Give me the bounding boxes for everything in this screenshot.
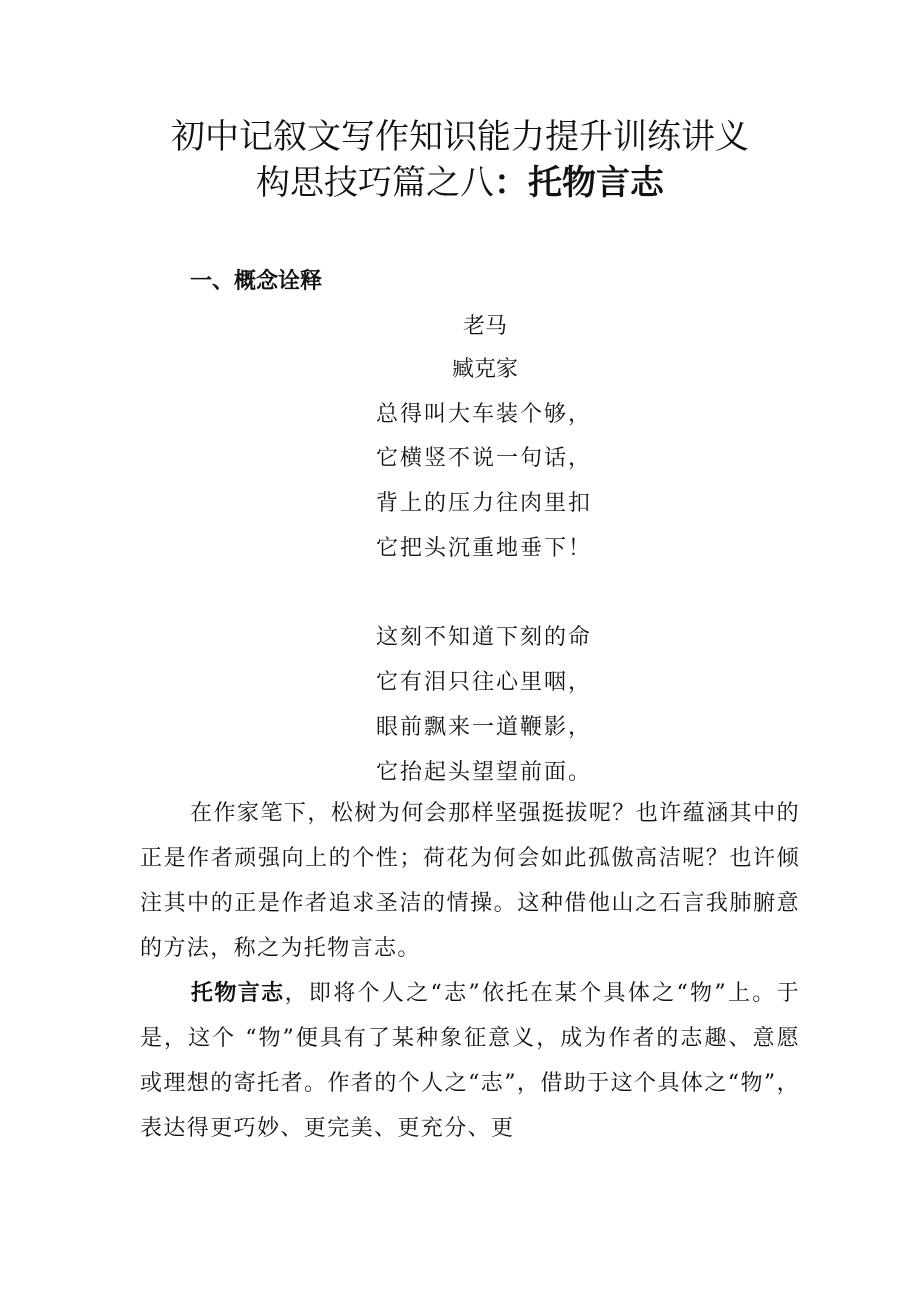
poem-line: 背上的压力往肉里扣 bbox=[376, 491, 593, 516]
poem-line: 它把头沉重地垂下！ bbox=[376, 536, 593, 561]
poem-line: 它有泪只往心里咽， bbox=[376, 670, 593, 695]
poem-line: 它横竖不说一句话， bbox=[376, 446, 593, 471]
paragraph-definition-intro bbox=[140, 791, 800, 971]
poem-line: 它抬起头望望前面。 bbox=[376, 760, 593, 785]
poem-line: 总得叫大车装个够， bbox=[376, 402, 593, 427]
poem-line: 眼前飘来一道鞭影， bbox=[376, 715, 593, 740]
subtitle-topic: 托物言志 bbox=[528, 163, 664, 203]
paragraph-definition bbox=[140, 971, 800, 1151]
poem-title: 老马 bbox=[462, 314, 507, 339]
document-subtitle bbox=[0, 163, 920, 203]
poem-author: 臧克家 bbox=[451, 357, 518, 382]
section-heading: 一、概念诠释 bbox=[190, 269, 323, 294]
term-bold: 托物言志 bbox=[190, 981, 285, 1006]
poem-line: 这刻不知道下刻的命 bbox=[376, 625, 593, 650]
subtitle-colon: ： bbox=[494, 163, 528, 203]
paragraph-text: 在作家笔下，松树为何会那样坚强挺拔呢？也许蕴涵其中的正是作者顽强向上的个性；荷花为何会如此孤傲高洁呢？也许倾注其中的正是作者追求圣洁的情操。这种借他山之石言我肺腑意的方法，称之为托物言志。 bbox=[140, 801, 800, 961]
subtitle-prefix: 构思技巧篇之八 bbox=[256, 163, 494, 203]
document-title: 初中记叙文写作知识能力提升训练讲义 bbox=[171, 117, 749, 157]
paragraph-text: ，即将个人之“志”依托在某个具体之“物”上。于是，这个 “物”便具有了某种象征意义，成为作者的志趣、意愿或理想的寄托者。作者的个人之“志”，借助于这个具体之“物”，表达得更巧妙、更完美、更充分、更 bbox=[140, 981, 800, 1141]
